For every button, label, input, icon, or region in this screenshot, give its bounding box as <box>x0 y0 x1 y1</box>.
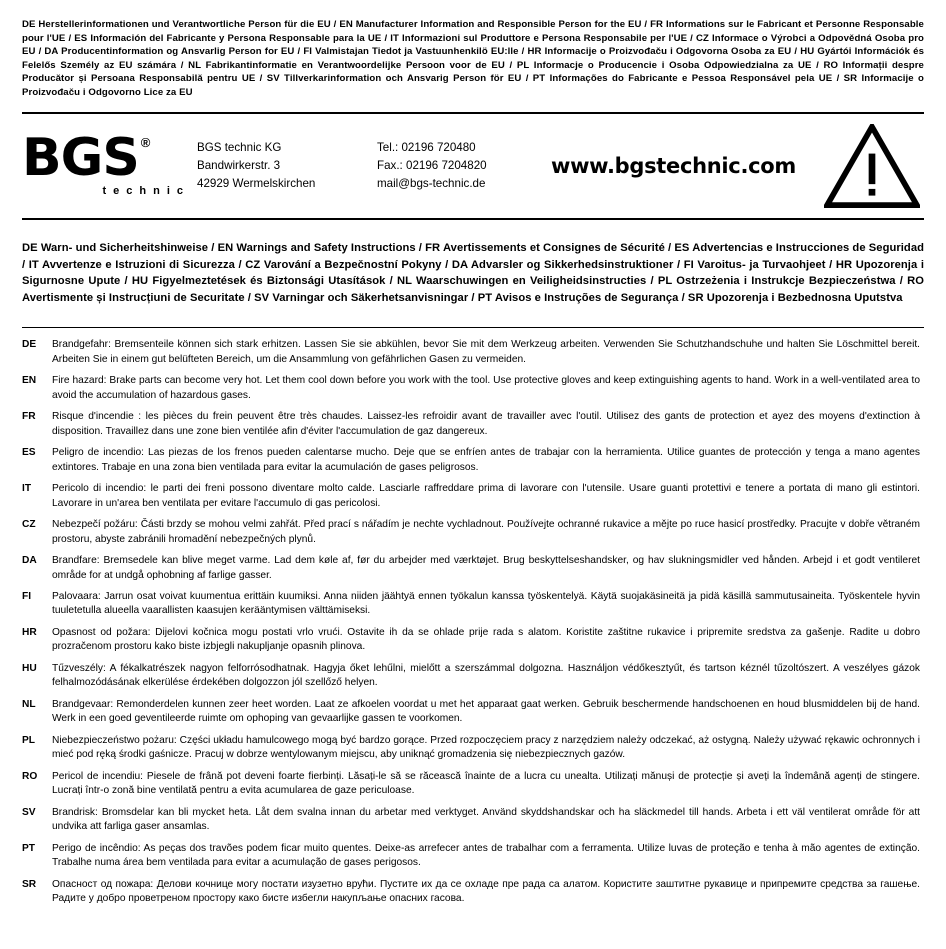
warning-row <box>22 554 924 583</box>
bgs-logo <box>22 127 197 198</box>
safety-heading-languages: DE Warn- und Sicherheitshinweise / EN Warnings and Safety Instructions / FR Avertissements et Consignes de Sécurité / ES Advertencias e Instrucciones de Seguridad / IT Avvertenze e Istruzioni di Sicurezza / CZ Varování a Bezpečnostní Pokyny / DA Advarsler og Sikkerhedsinstruktioner / FI Varoitus- ja Turvaohjeet / HR Upozorenja i Sigurnosne Upute / HU Figyelmeztetések és Biztonsági Utasítások / NL Waarschuwingen en Veiligheidsinstructies / PL Ostrzeżenia i Instrukcje Bezpieczeństwa / RO Avertismente și Instrucțiuni de Securitate / SV Varningar och Säkerhetsanvisningar / PT Avisos e Instruções de Segurança / SR Upozorenja i Bezbednosna Uputstva <box>22 241 924 305</box>
company-city: 42929 Wermelskirchen <box>197 176 316 190</box>
warning-language-code: DE <box>22 339 37 351</box>
manufacturer-info-languages: DE Herstellerinformationen und Verantwortliche Person für die EU / EN Manufacturer Information and Responsible Person for the EU / FR Informations sur le Fabricant et Personne Responsable pour l'UE / ES Información del Fabricante y Persona Responsable para la UE / IT Informazioni sul Produttore e Persona Responsabile per l'UE / CZ Informace o Výrobci a Odpovědná Osoba pro EU / DA Producentinformation og Ansvarlig Person for EU / FI Valmistajan Tiedot ja Vastuunhenkilö EU:lle / HR Informacije o Proizvođaču i Odgovorna Osoba za EU / HU Gyártói Információk és Felelős Személy az EU számára / NL Fabrikantinformatie en Verantwoordelijke Persoon voor de EU / PL Informacje o Producencie i Osoba Odpowiedzialna za UE / RO Informații despre Producător și Persoana Responsabilă pentru UE / SV Tillverkarinformation och Ansvarig Person för EU / PT Informações do Fabricante e Pessoa Responsável pela UE / SR Informacije o Proizvođaču i Odgovorno Lice za EU <box>22 19 924 99</box>
company-email[interactable]: mail@bgs-technic.de <box>377 176 486 190</box>
warning-row <box>22 842 924 871</box>
warning-text: Risque d'incendie : les pièces du frein peuvent être très chaudes. Laissez-les refroidir avant de travailler avec l'outil. Utilisez des gants de protection et ayez des moyens d'extinction à disposition. Travaillez dans une zone bien ventilée afin d'éviter l'accumulation de gaz dangereux. <box>52 411 920 437</box>
logo-subtitle: technic <box>102 185 190 198</box>
warning-text: Peligro de incendio: Las piezas de los frenos pueden calentarse mucho. Deje que se enfríen antes de trabajar con la herramienta. Utilice guantes de protección y tenga a mano agentes extintores. Trabaje en una zona bien ventilada para evitar la acumulación de gases peligrosos. <box>52 447 920 473</box>
warning-text: Opasnost od požara: Dijelovi kočnica mogu postati vrlo vrući. Ostavite ih da se ohlade prije rada s alatom. Koristite zaštitne rukavice i pripremite sredstva za gašenje. Radite u dobro prozračenom prostoru kako biste izbjegli nakupljanje opasnih plinova. <box>52 626 920 653</box>
warning-text: Tűzveszély: A fékalkatrészek nagyon felforrósodhatnak. Hagyja őket lehűlni, mielőtt a szerszámmal dolgozna. Használjon védőkesztyűt, és tartson kéznél tűzoltószert. A veszélyes gázok felhalmozódásának elkerülése érdekében dolgozzon jól szellőző helyen. <box>52 662 920 689</box>
logo-wordmark: BGS <box>22 127 139 188</box>
company-info-block <box>22 114 924 218</box>
warning-text: Niebezpieczeństwo pożaru: Części układu hamulcowego mogą być bardzo gorące. Przed rozpoczęciem pracy z narzędziem należy odczekać, aż ostygną. Należy używać rękawic ochronnych i mieć pod ręką środki gaśnicze. Pracuj w dobrze wentylowanym miejscu, aby uniknąć gromadzenia się niebezpiecznych gazów. <box>52 734 920 761</box>
warning-language-code: HU <box>22 662 37 674</box>
warning-language-code: SV <box>22 806 36 818</box>
warning-language-code: SR <box>22 878 37 890</box>
warning-text: Fire hazard: Brake parts can become very hot. Let them cool down before you work with the tool. Use protective gloves and keep extinguishing agents to hand. Work in a well-ventilated area to avoid the accumulation of hazardous gases. <box>52 375 920 401</box>
warning-symbol-wrap <box>800 124 924 208</box>
company-street: Bandwirkerstr. 3 <box>197 158 281 172</box>
warning-language-code: EN <box>22 375 37 387</box>
warning-language-code: DA <box>22 555 37 567</box>
company-address <box>197 139 377 193</box>
warning-language-code: ES <box>22 447 36 459</box>
warning-text: Perigo de incêndio: As peças dos travões podem ficar muito quentes. Deixe-as arrefecer antes de trabalhar com a ferramenta. Utilize luvas de proteção e tenha à mão agentes de extinção. Trabalhe numa área bem ventilada para evitar a acumulação de gases perigosos. <box>52 842 920 869</box>
company-name: BGS technic KG <box>197 140 282 154</box>
warning-language-code: CZ <box>22 519 36 531</box>
warning-triangle-icon <box>824 124 920 208</box>
warning-row <box>22 374 924 403</box>
warning-row <box>22 446 924 475</box>
warning-language-code: IT <box>22 483 32 495</box>
company-contact <box>377 139 547 193</box>
warning-text: Palovaara: Jarrun osat voivat kuumentua erittäin kuumiksi. Anna niiden jäähtyä ennen työkalun kanssa työskentelyä. Käytä suojakäsineitä ja pidä käsillä sammutusaineita. Työskentele hyvin tuuletetulla alueella vaarallisten kaasujen kerääntymisen välttämiseksi. <box>52 591 920 617</box>
company-fax: Fax.: 02196 7204820 <box>377 158 487 172</box>
warning-row <box>22 878 924 907</box>
warning-text: Pericolo di incendio: le parti dei freni possono diventare molto calde. Lasciarle raffreddare prima di lavorare con l'utensile. Usare guanti protettivi e tenere a portata di mano gli estintori. Lavorare in un'area ben ventilata per evitare l'accumulo di gas pericolosi. <box>52 483 920 509</box>
warning-language-code: FR <box>22 411 36 423</box>
warning-text: Brandgefahr: Bremsenteile können sich stark erhitzen. Lassen Sie sie abkühlen, bevor Sie mit dem Werkzeug arbeiten. Verwenden Sie Schutzhandschuhe und halten Sie Löschmittel bereit. Arbeiten Sie in einem gut belüfteten Bereich, um die Ansammlung von gefährlichen Gasen zu vermeiden. <box>52 339 920 365</box>
warning-text: Pericol de incendiu: Piesele de frână pot deveni foarte fierbinți. Lăsați-le să se răcească înainte de a lucra cu unealta. Utilizați mănuși de protecție și aveți la îndemână agenți de stingere. Lucrați într-o zonă bine ventilată pentru a evita acumularea de gaze periculoase. <box>52 770 920 797</box>
warning-text: Brandgevaar: Remonderdelen kunnen zeer heet worden. Laat ze afkoelen voordat u met het apparaat gaat werken. Gebruik beschermende handschoenen en houd blusmiddelen bij de hand. Werk in een goed geventileerde ruimte om ophoping van gevaarlijke gassen te voorkomen. <box>52 698 920 725</box>
warning-language-code: HR <box>22 626 37 638</box>
warning-row <box>22 518 924 547</box>
warnings-list <box>22 328 924 907</box>
warning-text: Brandfare: Bremsedele kan blive meget varme. Lad dem køle af, før du arbejder med værktøjet. Brug beskyttelseshandsker, og hav slukningsmidler ved hånden. Arbejd i et godt ventileret område for at undgå ophobning af farlige gasser. <box>52 555 920 581</box>
warning-row <box>22 626 924 655</box>
warning-row <box>22 482 924 511</box>
warning-row <box>22 410 924 439</box>
warning-row <box>22 734 924 763</box>
warning-language-code: RO <box>22 770 38 782</box>
company-tel: Tel.: 02196 720480 <box>377 140 476 154</box>
warning-text: Опасност од пожара: Делови кочнице могу постати изузетно врући. Пустите их да се охладе пре рада са алатом. Користите заштитне рукавице и припремите средства за гашење. Радите у добро проветреном простору како бисте избегли накупљање опасних гасова. <box>52 878 920 905</box>
warning-language-code: NL <box>22 698 36 710</box>
warning-text: Nebezpečí požáru: Části brzdy se mohou velmi zahřát. Před prací s nářadím je nechte vychladnout. Používejte ochranné rukavice a mějte po ruce hasicí prostředky. Pracujte v dobře větraném prostoru, abyste zabránili hromadění nebezpečných plynů. <box>52 519 920 545</box>
warning-row <box>22 698 924 727</box>
warning-row <box>22 662 924 691</box>
warning-row <box>22 806 924 835</box>
warning-language-code: PL <box>22 734 36 746</box>
warning-row <box>22 590 924 619</box>
divider-middle <box>22 218 924 220</box>
registered-trademark-icon: ® <box>140 134 151 150</box>
warning-row <box>22 338 924 367</box>
warning-row <box>22 770 924 799</box>
company-website[interactable]: www.bgstechnic.com <box>550 153 796 178</box>
warning-text: Brandrisk: Bromsdelar kan bli mycket heta. Låt dem svalna innan du arbetar med verktyget. Använd skyddshandskar och ha släckmedel till hands. Arbeta i ett väl ventilerat område för att undvika att farliga gaser ansamlas. <box>52 806 920 833</box>
company-website-wrap <box>547 154 800 178</box>
warning-language-code: FI <box>22 591 32 602</box>
warning-language-code: PT <box>22 842 36 854</box>
